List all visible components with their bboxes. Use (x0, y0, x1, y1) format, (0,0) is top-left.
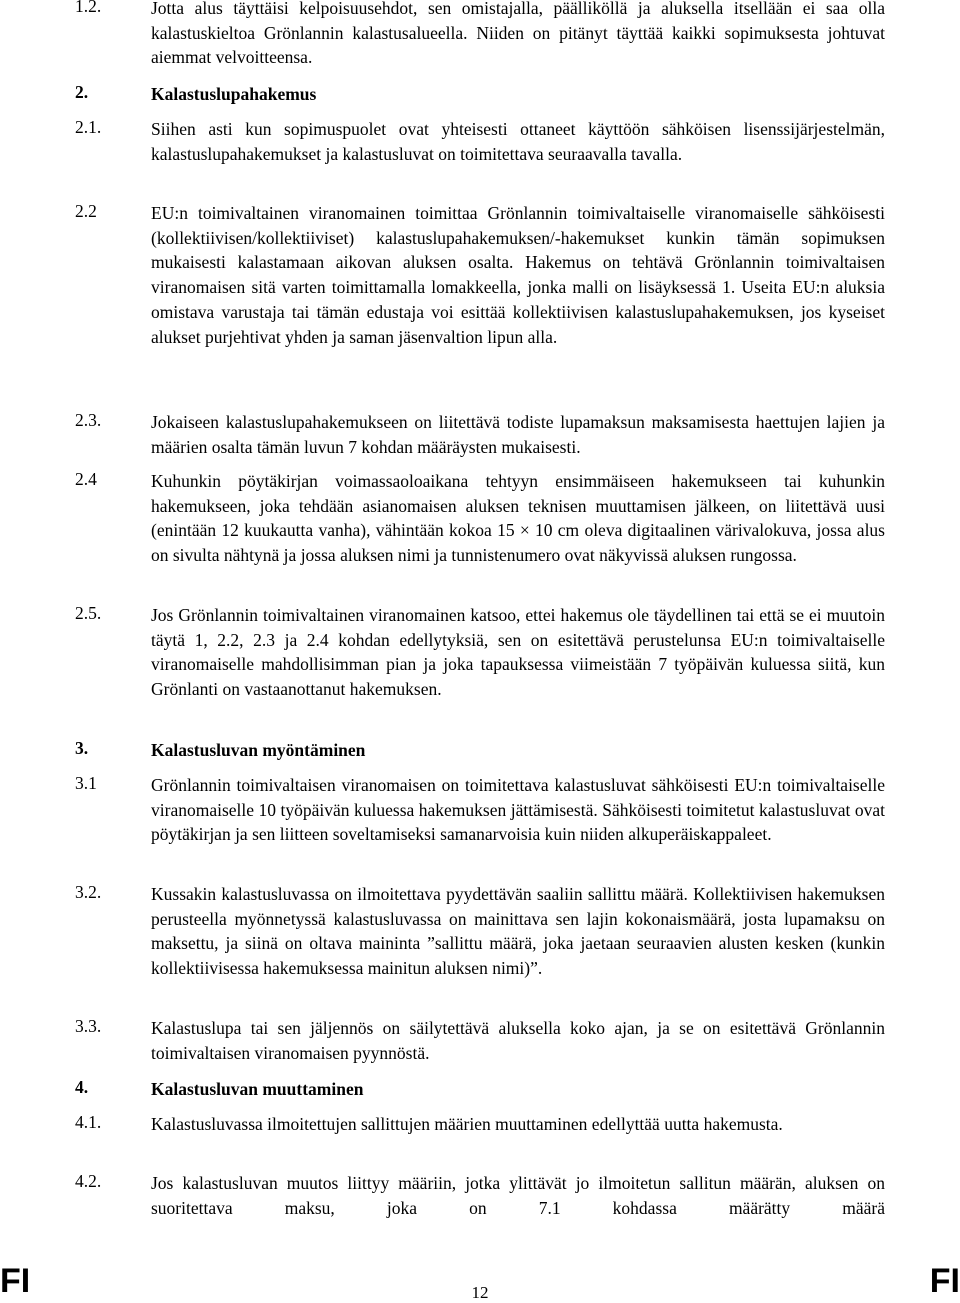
footer-language-left: FI (0, 1262, 31, 1300)
paragraph-2-3 (75, 410, 885, 459)
section-heading-3 (75, 738, 885, 763)
paragraph-text: EU:n toimivaltainen viranomainen toimittaa Grönlannin toimivaltaiselle viranomaiselle sähköisesti (kollektiivisen/kollektiiviset) kalastuslupahakemuksen/-hakemukset kunkin tämän sopimuksen mukaisesti kalastamaan aikovan aluksen osalta. Hakemus on tehtävä Grönlannin toimivaltaisen viranomaisen sitä varten toimittamalla lomakkeella, jonka malli on lisäyksessä 1. Useita EU:n aluksia omistava varustaja tai tämän edustaja voi esittää kollektiivisen kalastuslupahakemuksen, jos kyseiset alukset purjehtivat yhden ja saman jäsenvaltion lipun alla. (151, 203, 885, 347)
paragraph-text: Kussakin kalastusluvassa on ilmoitettava pyydettävän saaliin sallittu määrä. Kollektiivisen hakemuksen perusteella myönnetyssä kalastusluvassa on mainittava sen lajin kokonaismäärä, josta lupamaksu on maksettu, ja siinä on oltava maininta ”sallittu määrä, joka jaetaan seuraavien alusten kesken (kunkin kollektiivisessa hakemuksessa mainitun aluksen nimi)”. (151, 884, 885, 979)
paragraph-4-2 (75, 1171, 885, 1220)
paragraph-number: 1.2. (75, 0, 102, 16)
paragraph-text: Siihen asti kun sopimuspuolet ovat yhteisesti ottaneet käyttöön sähköisen lisenssijärjestelmän, kalastuslupahakemukset ja kalastusluvat on toimitettava seuraavalla tavalla. (151, 119, 885, 164)
paragraph-text: Kalastuslupa tai sen jäljennös on säilytettävä aluksella koko ajan, ja se on esitettävä Grönlannin toimivaltaisen viranomaisen pyynnöstä. (151, 1018, 885, 1063)
section-heading-4 (75, 1077, 885, 1102)
section-number: 4. (75, 1077, 89, 1097)
paragraph-number: 2.2 (75, 201, 97, 221)
paragraph-number: 3.3. (75, 1016, 102, 1036)
paragraph-2-5 (75, 603, 885, 702)
section-number: 2. (75, 82, 89, 102)
paragraph-3-1 (75, 773, 885, 847)
paragraph-2-2 (75, 201, 885, 349)
paragraph-number: 3.2. (75, 882, 102, 902)
footer-language-right: FI (929, 1262, 960, 1300)
paragraph-text: Grönlannin toimivaltaisen viranomaisen on toimitettava kalastusluvat sähköisesti EU:n toimivaltaiselle viranomaiselle 10 työpäivän kuluessa hakemuksen jättämisestä. Sähköisesti toimitetut kalastusluvat ovat pöytäkirjan ja sen liitteen soveltamiseksi samanarvoisia kuin niiden alkuperäiskappaleet. (151, 775, 885, 845)
paragraph-text: Jos Grönlannin toimivaltainen viranomainen katsoo, ettei hakemus ole täydellinen tai että se ei muutoin täytä 1, 2.2, 2.3 ja 2.4 kohdan edellytyksiä, sen on esitettävä perustelunsa EU:n toimivaltaiselle viranomaiselle mahdollisimman pian ja joka tapauksessa viimeistään 7 työpäivän kuluessa siitä, kun Grönlanti on vastaanottanut hakemuksen. (151, 605, 885, 700)
paragraph-2-4 (75, 469, 885, 568)
paragraph-2-1 (75, 117, 885, 166)
paragraph-number: 2.3. (75, 410, 102, 430)
paragraph-4-1 (75, 1112, 885, 1137)
paragraph-text: Kalastusluvassa ilmoitettujen sallittujen määrien muuttaminen edellyttää uutta hakemusta. (151, 1114, 783, 1134)
section-title: Kalastusluvan muuttaminen (151, 1079, 364, 1099)
paragraph-number: 4.2. (75, 1171, 102, 1191)
paragraph-3-2 (75, 882, 885, 981)
paragraph-1-2 (75, 0, 885, 70)
paragraph-number: 2.4 (75, 469, 97, 489)
paragraph-3-3 (75, 1016, 885, 1065)
paragraph-text: Jokaiseen kalastuslupahakemukseen on liitettävä todiste lupamaksun maksamisesta haettujen lajien ja määrien osalta tämän luvun 7 kohdan määräysten mukaisesti. (151, 412, 885, 457)
paragraph-number: 2.1. (75, 117, 102, 137)
section-title: Kalastuslupahakemus (151, 84, 317, 104)
paragraph-number: 3.1 (75, 773, 97, 793)
paragraph-number: 2.5. (75, 603, 102, 623)
paragraph-text: Kuhunkin pöytäkirjan voimassaoloaikana tehtyyn ensimmäiseen hakemukseen tai kuhunkin hakemukseen, joka tehdään asianomaisen aluksen teknisen muuttamisen jälkeen, on liitettävä uusi (enintään 12 kuukautta vanha), vähintään kokoa 15 × 10 cm oleva digitaalinen värivalokuva, jossa alus on sivulta nähtynä ja jossa aluksen nimi ja tunnistenumero ovat näkyvissä aluksen rungossa. (151, 471, 885, 566)
paragraph-text: Jos kalastusluvan muutos liittyy määriin, jotka ylittävät jo ilmoitetun sallitun määrän, aluksen on suoritettava maksu, joka on 7.1 kohdassa määrätty määrä (151, 1173, 885, 1218)
page-number: 12 (471, 1283, 489, 1302)
section-number: 3. (75, 738, 89, 758)
section-title: Kalastusluvan myöntäminen (151, 740, 366, 760)
paragraph-number: 4.1. (75, 1112, 102, 1132)
section-heading-2 (75, 82, 885, 107)
paragraph-text: Jotta alus täyttäisi kelpoisuusehdot, sen omistajalla, päälliköllä ja aluksella itsellään ei saa olla kalastuskieltoa Grönlannin kalastusalueella. Niiden on pitänyt täyttää kaikki sopimuksesta johtuvat aiemmat velvoitteensa. (151, 0, 885, 68)
